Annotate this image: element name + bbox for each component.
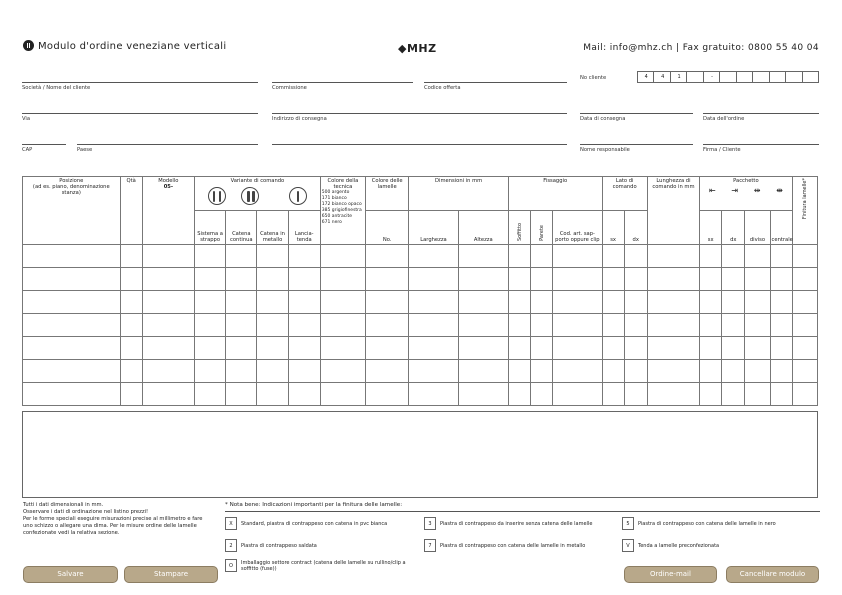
table-cell[interactable] xyxy=(320,314,365,337)
table-cell[interactable] xyxy=(366,360,409,383)
table-cell[interactable] xyxy=(366,383,409,406)
notes-textarea[interactable] xyxy=(22,411,818,498)
page-title: Modulo d'ordine veneziane verticali xyxy=(23,40,226,52)
col-control-side: Lato di comando xyxy=(602,177,647,211)
table-cell[interactable] xyxy=(647,268,699,291)
table-cell[interactable] xyxy=(257,268,288,291)
table-cell[interactable] xyxy=(553,245,602,268)
finish-option-v[interactable]: V Tenda a lamelle preconfezionata xyxy=(622,539,820,552)
customer-no-field[interactable]: 4 4 1 - xyxy=(637,71,819,83)
responsible-label: Nome responsabile xyxy=(580,147,630,153)
table-cell[interactable] xyxy=(745,337,770,360)
table-cell[interactable] xyxy=(120,383,142,406)
table-cell[interactable] xyxy=(700,245,722,268)
order-date-label: Data dell'ordine xyxy=(703,116,745,122)
table-cell[interactable] xyxy=(508,360,530,383)
table-cell[interactable] xyxy=(195,383,226,406)
table-cell[interactable] xyxy=(624,291,647,314)
pack-left-icon: ⇤ xyxy=(708,186,716,195)
table-cell[interactable] xyxy=(142,383,194,406)
table-cell[interactable] xyxy=(602,337,624,360)
table-row xyxy=(23,314,818,337)
table-cell[interactable] xyxy=(257,314,288,337)
table-cell[interactable] xyxy=(700,337,722,360)
table-cell[interactable] xyxy=(195,268,226,291)
col-pack-split: diviso xyxy=(745,211,770,245)
finish-option-o[interactable]: O Imballaggio settore contract (catena delle lamelle su rullino/clip a soffitto (fuse)) xyxy=(225,559,420,572)
table-cell[interactable] xyxy=(745,360,770,383)
table-cell[interactable] xyxy=(195,314,226,337)
finish-option-5[interactable]: 5 Piastra di contrappeso con catena delle lamelle in nero xyxy=(622,517,820,530)
table-cell[interactable] xyxy=(745,245,770,268)
delivery-address-field[interactable] xyxy=(272,113,567,114)
customer-no-label: No cliente xyxy=(580,75,607,81)
table-cell[interactable] xyxy=(508,268,530,291)
table-cell[interactable] xyxy=(602,383,624,406)
table-cell[interactable] xyxy=(745,314,770,337)
table-cell[interactable] xyxy=(409,360,458,383)
table-cell[interactable] xyxy=(647,383,699,406)
table-cell[interactable] xyxy=(792,245,817,268)
offer-code-field[interactable] xyxy=(424,82,567,83)
table-cell[interactable] xyxy=(508,337,530,360)
table-cell[interactable] xyxy=(409,314,458,337)
signature-label: Firma / Cliente xyxy=(703,147,741,153)
table-cell[interactable] xyxy=(624,360,647,383)
table-cell[interactable] xyxy=(531,314,553,337)
zip-field[interactable] xyxy=(22,144,66,145)
table-cell[interactable] xyxy=(288,360,320,383)
table-cell[interactable] xyxy=(120,360,142,383)
table-row xyxy=(23,383,818,406)
table-cell[interactable] xyxy=(288,383,320,406)
col-pack-right: dx xyxy=(722,211,745,245)
table-cell[interactable] xyxy=(647,337,699,360)
col-pack-center: centrale xyxy=(770,211,792,245)
table-cell[interactable] xyxy=(553,291,602,314)
pack-center-icon: ⇼ xyxy=(776,186,783,195)
col-width: Larghezza xyxy=(409,211,458,245)
table-cell[interactable] xyxy=(409,383,458,406)
street-label: Via xyxy=(22,116,31,122)
col-metal-chain: Catena in metallo xyxy=(257,211,288,245)
table-cell[interactable] xyxy=(792,337,817,360)
email-order-button[interactable]: Ordine-mail xyxy=(624,566,717,583)
table-cell[interactable] xyxy=(195,245,226,268)
table-row xyxy=(23,291,818,314)
table-cell[interactable] xyxy=(624,314,647,337)
print-button[interactable]: Stampare xyxy=(124,566,218,583)
table-row xyxy=(23,337,818,360)
table-cell[interactable] xyxy=(602,360,624,383)
table-cell[interactable] xyxy=(458,291,508,314)
finish-option-3[interactable]: 3 Piastra di contrappeso da inserire senza catena delle lamelle xyxy=(424,517,614,530)
table-cell[interactable] xyxy=(23,314,121,337)
company-label: Società / Nome del cliente xyxy=(22,85,91,91)
col-pull-system: Sistema a strappo xyxy=(195,211,226,245)
delivery-address-label: Indirizzo di consegna xyxy=(272,116,327,122)
table-cell[interactable] xyxy=(531,245,553,268)
table-cell[interactable] xyxy=(142,291,194,314)
table-cell[interactable] xyxy=(226,383,257,406)
table-cell[interactable] xyxy=(458,314,508,337)
table-cell[interactable] xyxy=(770,360,792,383)
table-cell[interactable] xyxy=(770,314,792,337)
pause-circle-icon xyxy=(23,40,34,51)
table-cell[interactable] xyxy=(226,314,257,337)
table-cell[interactable] xyxy=(226,245,257,268)
table-cell[interactable] xyxy=(288,314,320,337)
col-continuous-chain: Catena continua xyxy=(226,211,257,245)
finish-note-title: * Nota bene: Indicazioni importanti per la finitura delle lamelle: xyxy=(225,502,403,508)
table-cell[interactable] xyxy=(531,337,553,360)
table-cell[interactable] xyxy=(647,314,699,337)
table-cell[interactable] xyxy=(722,291,745,314)
table-cell[interactable] xyxy=(23,360,121,383)
table-cell[interactable] xyxy=(257,337,288,360)
street-field[interactable] xyxy=(22,113,258,114)
commission-field[interactable] xyxy=(272,82,413,83)
table-cell[interactable] xyxy=(602,314,624,337)
table-cell[interactable] xyxy=(366,291,409,314)
table-cell[interactable] xyxy=(700,383,722,406)
table-row xyxy=(23,360,818,383)
divider xyxy=(225,511,820,512)
table-cell[interactable] xyxy=(366,337,409,360)
table-cell[interactable] xyxy=(647,360,699,383)
table-cell[interactable] xyxy=(722,268,745,291)
table-cell[interactable] xyxy=(366,314,409,337)
table-cell[interactable] xyxy=(409,245,458,268)
table-cell[interactable] xyxy=(508,383,530,406)
col-color-tech: Colore della tecnica 500 argento 171 bianco 172 bianco opaco 385 grigiofinestra 650 antracite 671 nero xyxy=(320,177,365,245)
table-cell[interactable] xyxy=(142,360,194,383)
col-model: Modello 05- xyxy=(142,177,194,245)
address-extra-field[interactable] xyxy=(272,144,567,145)
col-side-right: dx xyxy=(624,211,647,245)
table-cell[interactable] xyxy=(458,383,508,406)
table-cell[interactable] xyxy=(624,383,647,406)
col-clip: Cod. art. sap-porto oppure clip xyxy=(553,211,602,245)
table-cell[interactable] xyxy=(257,383,288,406)
col-dimensions: Dimensioni in mm xyxy=(409,177,509,211)
table-cell[interactable] xyxy=(142,337,194,360)
table-cell[interactable] xyxy=(142,245,194,268)
table-cell[interactable] xyxy=(120,314,142,337)
col-ceiling: Soffitto xyxy=(508,211,530,245)
table-cell[interactable] xyxy=(745,268,770,291)
table-cell[interactable] xyxy=(508,314,530,337)
table-cell[interactable] xyxy=(531,360,553,383)
table-cell[interactable] xyxy=(288,245,320,268)
country-label: Paese xyxy=(77,147,93,153)
table-cell[interactable] xyxy=(508,245,530,268)
table-cell[interactable] xyxy=(722,383,745,406)
table-cell[interactable] xyxy=(257,291,288,314)
table-cell[interactable] xyxy=(120,245,142,268)
table-cell[interactable] xyxy=(120,268,142,291)
country-field[interactable] xyxy=(77,144,258,145)
table-cell[interactable] xyxy=(722,337,745,360)
table-cell[interactable] xyxy=(531,268,553,291)
company-field[interactable] xyxy=(22,82,258,83)
table-cell[interactable] xyxy=(624,245,647,268)
table-cell[interactable] xyxy=(553,360,602,383)
table-cell[interactable] xyxy=(257,360,288,383)
table-cell[interactable] xyxy=(366,245,409,268)
save-button[interactable]: Salvare xyxy=(23,566,118,583)
table-cell[interactable] xyxy=(288,337,320,360)
table-cell[interactable] xyxy=(226,291,257,314)
col-wand: Lancia-tenda xyxy=(288,211,320,245)
table-cell[interactable] xyxy=(320,383,365,406)
table-cell[interactable] xyxy=(320,291,365,314)
table-cell[interactable] xyxy=(553,268,602,291)
table-cell[interactable] xyxy=(142,314,194,337)
table-cell[interactable] xyxy=(320,337,365,360)
finish-option-2[interactable]: 2 Piastra di contrappeso saldata xyxy=(225,539,420,552)
table-cell[interactable] xyxy=(366,268,409,291)
delivery-date-label: Data di consegna xyxy=(580,116,626,122)
table-cell[interactable] xyxy=(602,245,624,268)
table-cell[interactable] xyxy=(531,383,553,406)
col-finish: Finitura lamelle* xyxy=(792,177,817,245)
table-cell[interactable] xyxy=(23,268,121,291)
delete-form-button[interactable]: Cancellare modulo xyxy=(726,566,819,583)
info-text: Tutti i dati dimensionali in mm. Osservare i dati di ordinazione nel listino prezzi! Per le forme speciali eseguire misurazioni precise al millimetro e fare uno schizzo o allegare una dima. Per le misure ordine delle lamelle confezionate vedi la relativa sezione. xyxy=(23,502,203,536)
table-cell[interactable] xyxy=(770,245,792,268)
table-cell[interactable] xyxy=(553,383,602,406)
table-cell[interactable] xyxy=(792,383,817,406)
finish-option-x[interactable]: X Standard, piastra di contrappeso con catena in pvc bianca xyxy=(225,517,420,530)
table-cell[interactable] xyxy=(792,268,817,291)
finish-option-7[interactable]: 7 Piastra di contrappeso con catena delle lamelle in metallo xyxy=(424,539,614,552)
col-position: Posizione (ad es. piano, denominazione stanza) xyxy=(23,177,121,245)
table-cell[interactable] xyxy=(320,268,365,291)
table-cell[interactable] xyxy=(602,291,624,314)
table-cell[interactable] xyxy=(226,360,257,383)
offer-code-label: Codice offerta xyxy=(424,85,461,91)
table-cell[interactable] xyxy=(700,314,722,337)
diamond-icon: ◆ xyxy=(398,42,407,55)
table-cell[interactable] xyxy=(226,337,257,360)
table-cell[interactable] xyxy=(458,360,508,383)
pack-split-icon: ⇹ xyxy=(753,186,761,195)
signature-field[interactable] xyxy=(703,144,819,145)
table-cell[interactable] xyxy=(700,360,722,383)
table-cell[interactable] xyxy=(458,245,508,268)
table-cell[interactable] xyxy=(409,337,458,360)
table-cell[interactable] xyxy=(23,245,121,268)
commission-label: Commissione xyxy=(272,85,307,91)
table-cell[interactable] xyxy=(770,337,792,360)
col-height: Altezza xyxy=(458,211,508,245)
table-cell[interactable] xyxy=(288,291,320,314)
table-cell[interactable] xyxy=(23,383,121,406)
table-cell[interactable] xyxy=(792,360,817,383)
table-cell[interactable] xyxy=(624,268,647,291)
table-cell[interactable] xyxy=(288,268,320,291)
col-color-slats: Colore delle lamelle xyxy=(366,177,409,211)
table-cell[interactable] xyxy=(195,337,226,360)
table-cell[interactable] xyxy=(770,383,792,406)
table-cell[interactable] xyxy=(553,337,602,360)
table-cell[interactable] xyxy=(647,245,699,268)
table-cell[interactable] xyxy=(647,291,699,314)
table-cell[interactable] xyxy=(195,360,226,383)
pull-system-icon xyxy=(208,187,226,205)
table-cell[interactable] xyxy=(508,291,530,314)
order-date-field[interactable] xyxy=(703,113,819,114)
table-row xyxy=(23,268,818,291)
table-cell[interactable] xyxy=(142,268,194,291)
table-cell[interactable] xyxy=(792,314,817,337)
col-wall: Parete xyxy=(531,211,553,245)
table-cell[interactable] xyxy=(722,360,745,383)
table-cell[interactable] xyxy=(458,337,508,360)
table-cell[interactable] xyxy=(458,268,508,291)
table-cell[interactable] xyxy=(722,245,745,268)
table-cell[interactable] xyxy=(792,291,817,314)
table-cell[interactable] xyxy=(700,291,722,314)
col-slat-no: No. xyxy=(366,211,409,245)
table-cell[interactable] xyxy=(320,245,365,268)
col-qty: Qtà xyxy=(120,177,142,245)
zip-label: CAP xyxy=(22,147,33,153)
pack-right-icon: ⇥ xyxy=(731,186,739,195)
table-cell[interactable] xyxy=(553,314,602,337)
col-control-variant: Variante di comando xyxy=(195,177,321,211)
table-cell[interactable] xyxy=(120,337,142,360)
table-cell[interactable] xyxy=(745,291,770,314)
table-cell[interactable] xyxy=(23,337,121,360)
table-cell[interactable] xyxy=(195,291,226,314)
table-cell[interactable] xyxy=(120,291,142,314)
table-cell[interactable] xyxy=(722,314,745,337)
col-pack-left: sx xyxy=(700,211,722,245)
table-cell[interactable] xyxy=(257,245,288,268)
order-table xyxy=(22,176,818,406)
table-cell[interactable] xyxy=(624,337,647,360)
continuous-chain-icon xyxy=(241,187,259,205)
table-cell[interactable] xyxy=(602,268,624,291)
table-cell[interactable] xyxy=(226,268,257,291)
table-cell[interactable] xyxy=(409,291,458,314)
delivery-date-field[interactable] xyxy=(580,113,693,114)
col-fixing: Fissaggio xyxy=(508,177,602,211)
table-cell[interactable] xyxy=(409,268,458,291)
table-cell[interactable] xyxy=(531,291,553,314)
table-cell[interactable] xyxy=(770,268,792,291)
table-cell[interactable] xyxy=(23,291,121,314)
table-cell[interactable] xyxy=(700,268,722,291)
col-side-left: sx xyxy=(602,211,624,245)
col-pack: Pacchetto ⇤ ⇥ ⇹ ⇼ xyxy=(700,177,793,211)
contact-info: Mail: info@mhz.ch | Fax gratuito: 0800 55 40 04 xyxy=(583,43,819,53)
col-control-length: Lunghezza di comando in mm xyxy=(647,177,699,245)
wand-icon xyxy=(289,187,307,205)
table-cell[interactable] xyxy=(320,360,365,383)
table-cell[interactable] xyxy=(770,291,792,314)
table-row xyxy=(23,245,818,268)
responsible-field[interactable] xyxy=(580,144,693,145)
table-cell[interactable] xyxy=(745,383,770,406)
mhz-logo: ◆MHZ xyxy=(398,42,437,55)
